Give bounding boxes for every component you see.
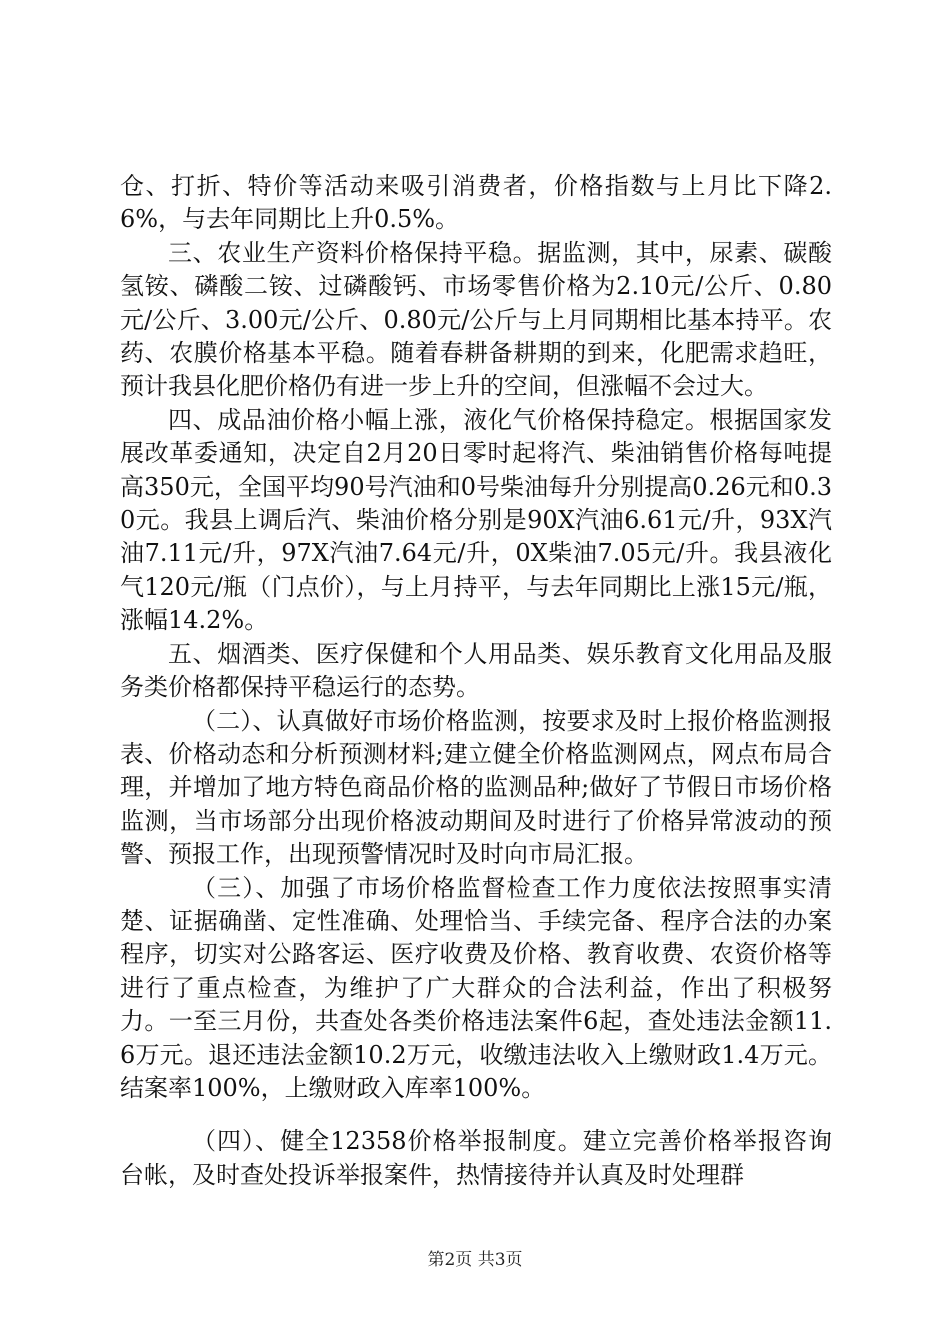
paragraph-continuation: 仓、打折、特价等活动来吸引消费者，价格指数与上月比下降2.6%，与去年同期比上升0.5%。: [120, 172, 832, 234]
paragraph-price-inspection: （三）、加强了市场价格监督检查工作力度依法按照事实清楚、证据确凿、定性准确、处理恰当、手续完备、程序合法的办案程序，切实对公路客运、医疗收费及价格、教育收费、农资价格等进行了重点检查，为维护了广大群众的合法利益，作出了积极努力。一至三月份，共查处各类价格违法案件6起，查处违法金额11.6万元。退还违法金额10.2万元，收缴违法收入上缴财政1.4万元。结案率100%，上缴财政入库率100%。: [120, 873, 832, 1102]
paragraph-price-monitoring: （二）、认真做好市场价格监测，按要求及时上报价格监测报表、价格动态和分析预测材料;建立健全价格监测网点，网点布局合理，并增加了地方特色商品价格的监测品种;做好了节假日市场价格监测，当市场部分出现价格波动期间及时进行了价格异常波动的预警、预报工作，出现预警情况时及时向市局汇报。: [120, 706, 832, 869]
page-number: 第2页 共3页: [427, 1250, 523, 1270]
paragraph-price-hotline: （四）、健全12358价格举报制度。建立完善价格举报咨询台帐，及时查处投诉举报案件，热情接待并认真及时处理群: [120, 1127, 832, 1189]
paragraph-other-prices: 五、烟酒类、医疗保健和个人用品类、娱乐教育文化用品及服务类价格都保持平稳运行的态势。: [120, 639, 832, 702]
paragraph-fuel-prices: 四、成品油价格小幅上涨，液化气价格保持稳定。根据国家发展改革委通知，决定自2月20日零时起将汽、柴油销售价格每吨提高350元，全国平均90号汽油和0号柴油每升分别提高0.26元和0.30元。我县上调后汽、柴油价格分别是90X汽油6.61元/升，93X汽油7.11元/升，97X汽油7.64元/升，0X柴油7.05元/升。我县液化气120元/瓶（门点价），与上月持平，与去年同期比上涨15元/瓶，涨幅14.2%。: [120, 405, 832, 635]
paragraph-agri-prices: 三、农业生产资料价格保持平稳。据监测，其中，尿素、碳酸氢铵、磷酸二铵、过磷酸钙、市场零售价格为2.10元/公斤、0.80元/公斤、3.00元/公斤、0.80元/公斤与上月同期相比基本持平。农药、农膜价格基本平稳。随着春耕备耕期的到来，化肥需求趋旺，预计我县化肥价格仍有进一步上升的空间，但涨幅不会过大。: [120, 238, 832, 401]
document-body: [120, 170, 832, 1192]
